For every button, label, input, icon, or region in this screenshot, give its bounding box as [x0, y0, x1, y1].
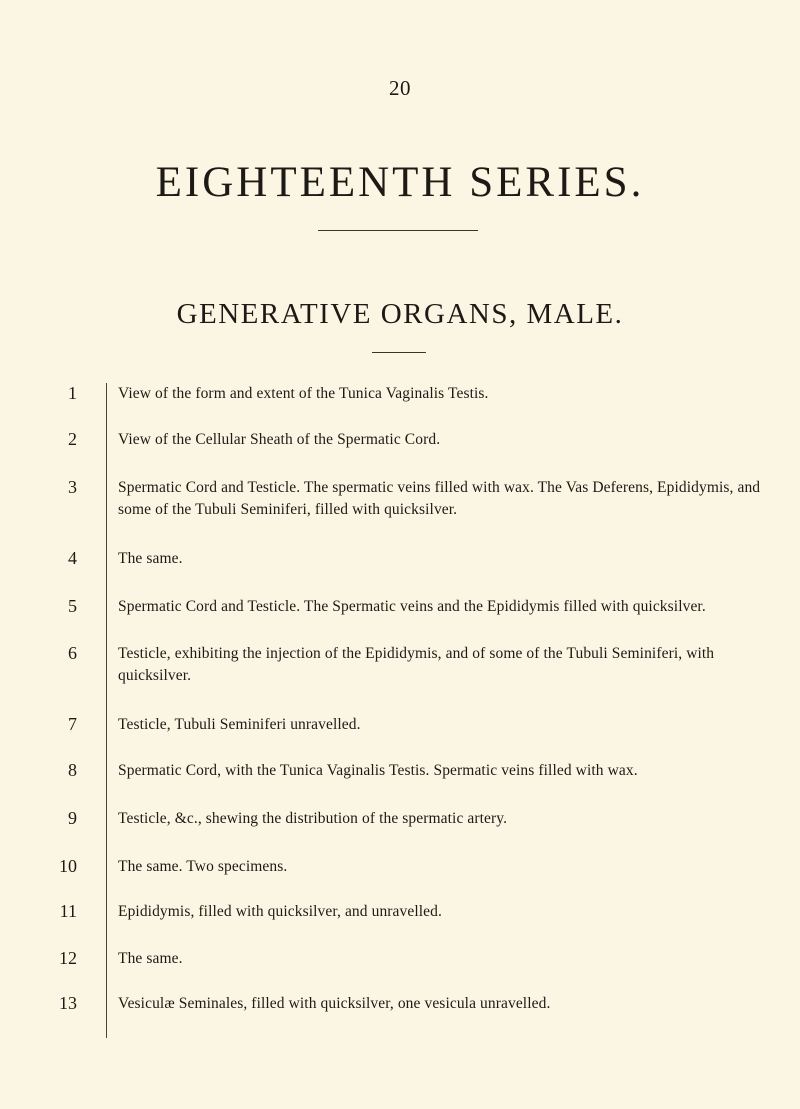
entry-number: 9	[68, 808, 77, 828]
entry-number: 5	[68, 596, 77, 616]
entry-description: Spermatic Cord, with the Tunica Vaginalis Testis. Spermatic veins filled with wax.	[118, 762, 638, 779]
catalogue-divider	[106, 383, 107, 1038]
entry-description: Vesiculæ Seminales, filled with quicksilver, one vesicula unravelled.	[118, 995, 551, 1012]
entry-number: 11	[59, 901, 77, 921]
series-title: EIGHTEENTH SERIES.	[155, 159, 645, 206]
entry-description: The same.	[118, 550, 183, 567]
entry-description: The same.	[118, 950, 183, 967]
entry-number: 12	[59, 948, 77, 968]
entry-description: The same. Two specimens.	[118, 858, 288, 875]
entry-description: Spermatic Cord and Testicle. The Spermatic veins and the Epididymis filled with quicksilver.	[118, 598, 706, 615]
entry-description: View of the Cellular Sheath of the Spermatic Cord.	[118, 431, 441, 448]
entry-number: 3	[68, 477, 77, 497]
section-rule	[372, 352, 426, 353]
entry-number: 1	[68, 383, 77, 403]
entry-number: 8	[68, 760, 77, 780]
entry-description: Testicle, exhibiting the injection of the Epididymis, and of some of the Tubuli Seminiferi, with quicksilver.	[118, 645, 715, 684]
entry-number: 2	[68, 429, 77, 449]
title-rule	[318, 230, 478, 231]
entry-number: 6	[68, 643, 77, 663]
page-number: 20	[389, 76, 411, 100]
entry-number: 10	[59, 856, 77, 876]
entry-number: 4	[68, 548, 77, 568]
section-title: GENERATIVE ORGANS, MALE.	[176, 298, 624, 330]
entry-number: 13	[59, 993, 77, 1013]
entry-description: Epididymis, filled with quicksilver, and unravelled.	[118, 903, 442, 920]
entry-number: 7	[68, 714, 77, 734]
entry-description: Testicle, Tubuli Seminiferi unravelled.	[118, 716, 361, 733]
entry-description: View of the form and extent of the Tunica Vaginalis Testis.	[118, 385, 489, 402]
entry-description: Spermatic Cord and Testicle. The spermatic veins filled with wax. The Vas Deferens, Epididymis, and some of the Tubuli Seminiferi, filled with quicksilver.	[118, 479, 761, 518]
entry-description: Testicle, &c., shewing the distribution of the spermatic artery.	[118, 810, 508, 827]
